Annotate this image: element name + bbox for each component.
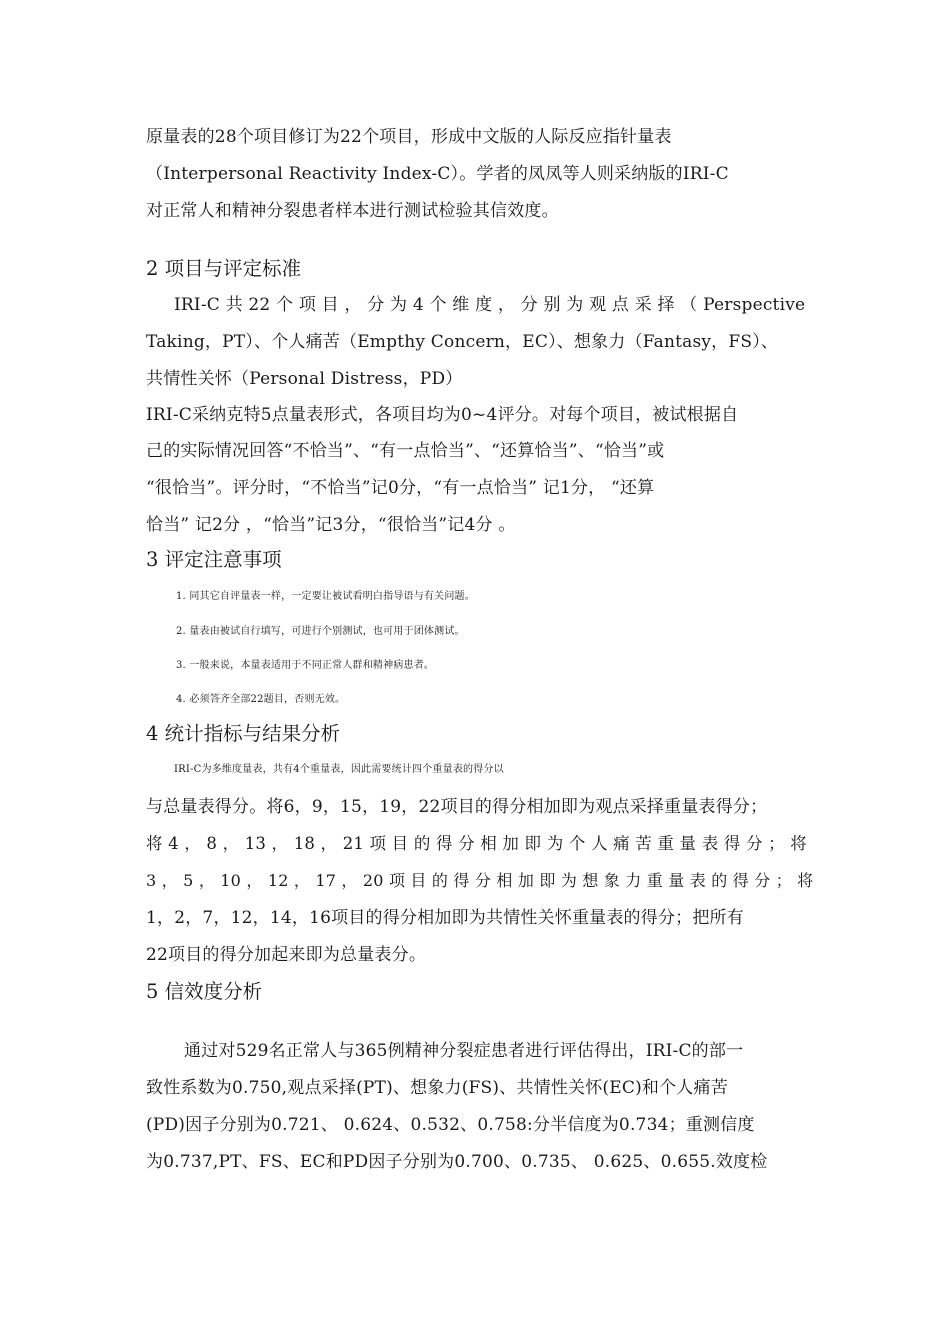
section-4-line-6: 22项目的得分加起来即为总量表分。: [146, 945, 427, 965]
section-5-line-4: 为0.737,PT、FS、EC和PD因子分别为0.700、0.735、 0.625、0.655.效度检: [146, 1152, 768, 1172]
section-2-line-5: 己的实际情况回答“不恰当”、“有一点恰当”、“还算恰当”、“恰当”或: [146, 441, 665, 461]
section-2-heading: 2 项目与评定标准: [146, 257, 302, 280]
section-4-line-5: 1，2，7，12，14，16项目的得分相加即为共情性关怀重量表的得分；把所有: [146, 908, 744, 928]
intro-line-1: 原量表的28个项目修订为22个项目，形成中文版的人际反应指针量表: [146, 127, 672, 147]
section-3-item-3: 3. 一般来说，本量表适用于不同正常人群和精神病患者。: [176, 660, 435, 671]
section-4-heading: 4 统计指标与结果分析: [146, 722, 341, 745]
section-2-line-6: “很恰当”。评分时，“不恰当”记0分，“有一点恰当” 记1分， “还算: [146, 478, 655, 498]
section-4-line-3: 将 4 ， 8 ， 13 ， 18 ， 21 项 目 的 得 分 相 加 即 为 个 人 痛 苦 重 量 表 得 分 ； 将: [146, 834, 807, 853]
section-2-line-2: Taking，PT）、个人痛苦（Empthy Concern，EC）、想象力（Fantasy，FS）、: [146, 332, 779, 352]
section-3-item-1: 1. 同其它自评量表一样，一定要让被试看明白指导语与有关问题。: [176, 591, 475, 602]
intro-line-3: 对正常人和精神分裂患者样本进行测试检验其信效度。: [146, 201, 559, 221]
section-5-line-3: (PD)因子分别为0.721、 0.624、0.532、0.758:分半信度为0.734；重测信度: [146, 1115, 755, 1135]
section-5-line-1: 通过对529名正常人与365例精神分裂症患者进行评估得出，IRI-C的部一: [184, 1041, 744, 1061]
section-2-line-1: IRI-C 共 22 个 项 目 ， 分 为 4 个 维 度 ， 分 别 为 观 点 采 择 （ Perspective: [174, 295, 806, 315]
section-5-heading: 5 信效度分析: [146, 980, 263, 1003]
section-3-item-4: 4. 必须答齐全部22题目，否则无效。: [176, 694, 346, 705]
section-4-line-2: 与总量表得分。将6，9，15，19，22项目的得分相加即为观点采择重量表得分；: [146, 797, 768, 817]
section-3-item-2: 2. 量表由被试自行填写，可进行个别测试，也可用于团体测试。: [176, 626, 465, 637]
intro-line-2: （Interpersonal Reactivity Index-C）。学者的凤凤等人则采纳版的IRI-C: [146, 164, 729, 184]
section-2-line-7: 恰当” 记2分 ，“恰当”记3分，“很恰当”记4分 。: [146, 515, 516, 535]
section-3-heading: 3 评定注意事项: [146, 548, 282, 571]
section-4-line-1: IRI-C为多维度量表，共有4个重量表，因此需要统计四个重量表的得分以: [174, 764, 504, 775]
section-4-line-4: 3 ， 5 ， 10 ， 12 ， 17 ， 20 项 目 的 得 分 相 加 即 为 想 象 力 重 量 表 的 得 分 ； 将: [146, 871, 814, 890]
section-5-line-2: 致性系数为0.750,观点采择(PT)、想象力(FS)、共情性关怀(EC)和个人痛苦: [146, 1078, 728, 1098]
section-2-line-4: IRI-C采纳克特5点量表形式，各项目均为0~4评分。对每个项目，被试根据自: [146, 405, 739, 425]
section-2-line-3: 共情性关怀（Personal Distress，PD）: [146, 369, 463, 389]
